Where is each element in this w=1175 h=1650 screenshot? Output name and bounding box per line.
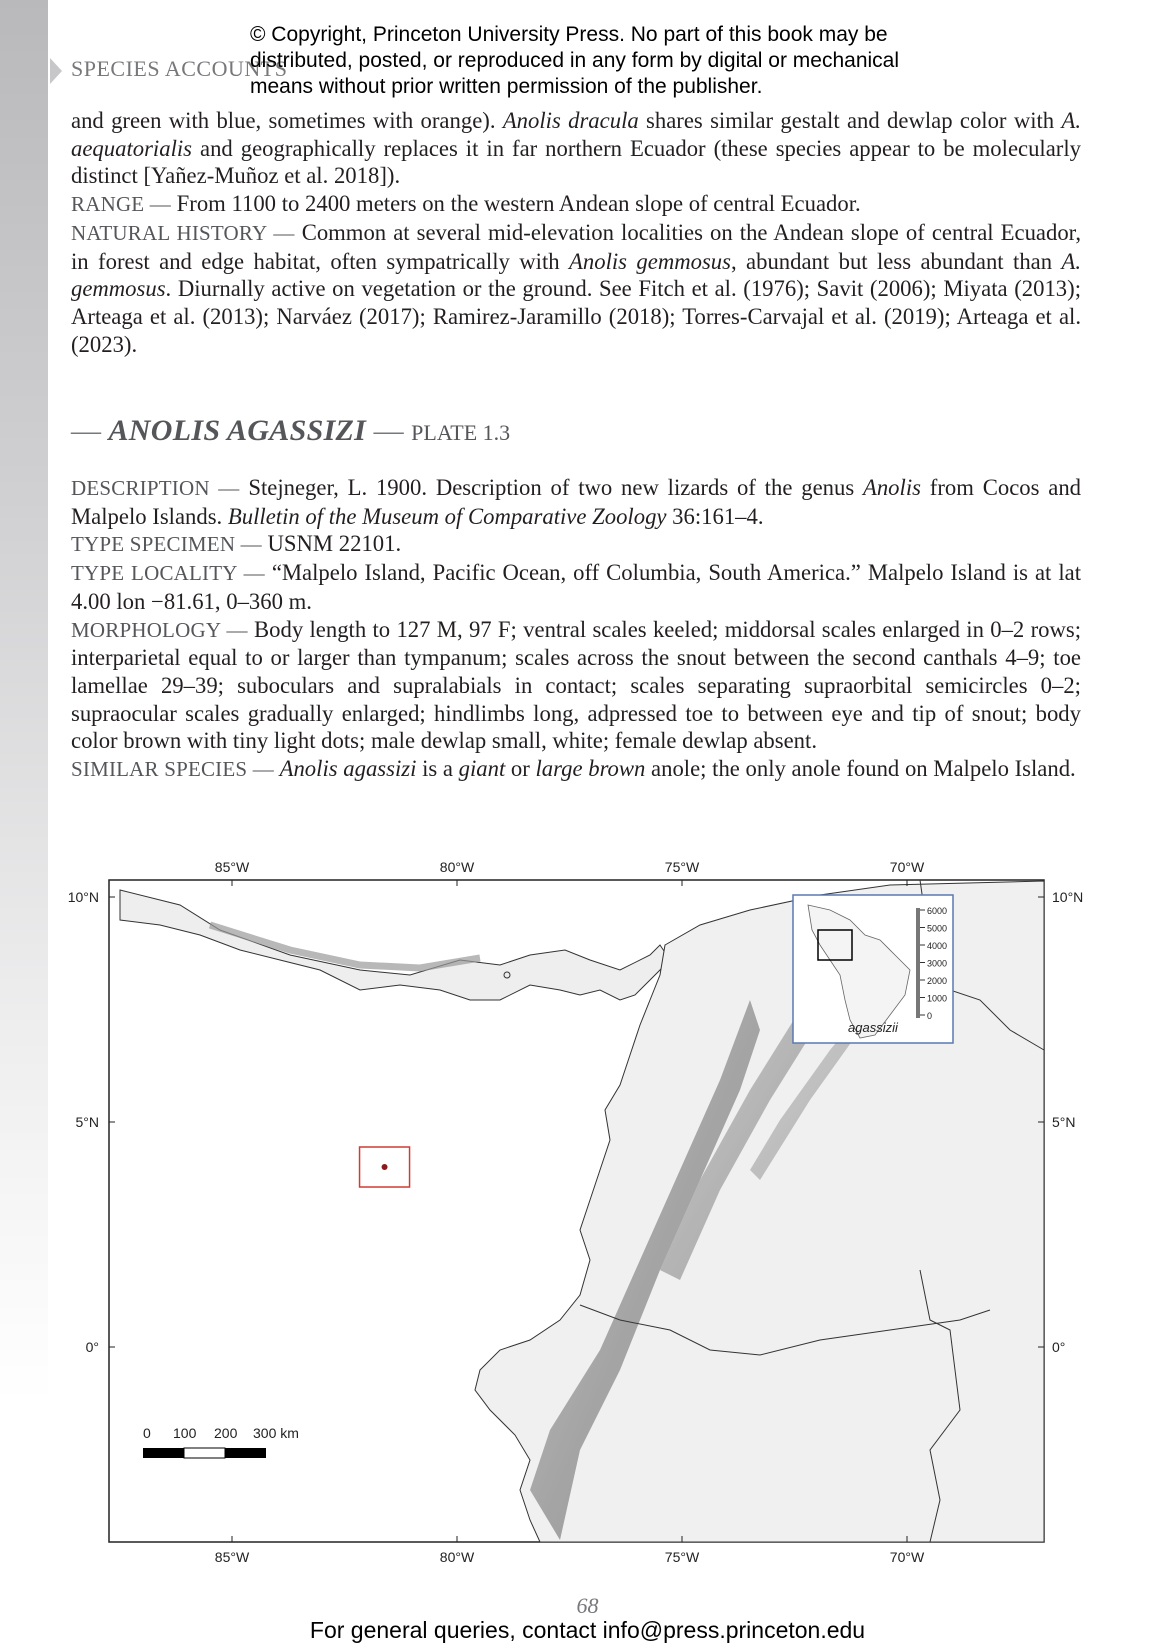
scale-label: 200 (214, 1425, 238, 1441)
running-head-arrow-icon (50, 58, 62, 84)
lon-tick-label-top: 80°W (439, 859, 475, 875)
species-title: ANOLIS AGASSIZI (108, 414, 367, 447)
copyright-notice (250, 22, 899, 100)
journal-title: Bulletin of the Museum of Comparative Zoology (227, 503, 667, 529)
lon-tick-label-bottom: 80°W (439, 1549, 475, 1565)
copyright-line: © Copyright, Princeton University Press. No part of this book may be (250, 23, 888, 46)
species-name: Anolis gemmosus (569, 248, 731, 274)
similar-species-paragraph (71, 755, 1081, 784)
text-run: and geographically replaces it in far northern Ecuador (these species appear to be molecularly distinct [Yañez-Muñoz et al. 2018]). (71, 135, 1081, 189)
natural-history-paragraph (71, 219, 1081, 359)
text-run: anole; the only anole found on Malpelo Island. (651, 756, 1076, 782)
distribution-map (60, 850, 1115, 1565)
heading-dash: — (373, 414, 404, 447)
section-label: RANGE — (71, 192, 171, 217)
lon-tick-label-top: 85°W (214, 859, 250, 875)
text-run: is a (422, 756, 453, 782)
section-label: NATURAL HISTORY — (71, 220, 295, 245)
scale-segment (225, 1448, 266, 1458)
section-label: DESCRIPTION — (71, 476, 240, 500)
running-head: SPECIES ACCOUNTS (71, 56, 288, 81)
lon-tick-label-bottom: 70°W (889, 1549, 925, 1565)
legend-label: 4000 (927, 941, 948, 951)
paragraph (71, 107, 1081, 190)
species-account-text (71, 474, 1081, 784)
page-number: 68 (576, 1593, 599, 1618)
text-run: 36:161–4. (672, 503, 764, 529)
species-name: A. aequatorialis (71, 108, 1082, 161)
species-name: A. gemmosus (71, 248, 1082, 302)
legend-label: 6000 (927, 906, 948, 916)
plate-reference: PLATE 1.3 (411, 420, 511, 445)
type-specimen-paragraph (71, 530, 1081, 559)
genus-name: Anolis (862, 475, 921, 500)
scale-label: 0 (143, 1425, 151, 1441)
morphology-paragraph (71, 616, 1081, 756)
text-run: Common at several mid-elevation localities on the Andean slope of central Ecuador, in forest and edge habitat, often sympatrically with (71, 219, 1082, 274)
section-label: TYPE SPECIMEN — (71, 532, 262, 557)
section-label: MORPHOLOGY — (71, 617, 248, 642)
inset-map (793, 895, 953, 1043)
legend-label: 1000 (927, 993, 948, 1004)
lon-tick-label-top: 75°W (664, 859, 700, 875)
lat-tick-label-right: 5°N (1052, 1114, 1076, 1130)
legend-label: 5000 (927, 923, 948, 934)
text-run: USNM 22101. (267, 531, 402, 557)
lon-tick-label-top: 70°W (889, 859, 925, 875)
lon-tick-label-bottom: 75°W (664, 1549, 700, 1565)
text-run: shares similar gestalt and dewlap color with (646, 108, 1055, 133)
description-paragraph (71, 474, 1081, 530)
text-run: . Diurnally active on vegetation or the ground. See Fitch et al. (1976); Savit (2006); Miyata (2013); Arteaga et al. (2013); Narváez (2017); Ramirez-Jaramillo (2018); Torres-Carvajal et al. (2019); Arteaga et al. (2023). (71, 276, 1081, 357)
legend-label: 3000 (927, 958, 948, 969)
species-heading (71, 414, 510, 448)
locality-dot (382, 1164, 388, 1170)
scale-label: 100 (173, 1425, 197, 1441)
lat-tick-label-left: 10°N (67, 889, 99, 905)
scale-segment (143, 1448, 184, 1458)
legend-label: 2000 (927, 976, 948, 986)
lat-tick-label-right: 10°N (1052, 889, 1084, 905)
copyright-line: means without prior written permission of the publisher. (250, 75, 763, 98)
text-run: or (510, 756, 530, 782)
range-paragraph (71, 190, 1081, 219)
map-svg (60, 850, 1115, 1565)
page-edge-strip (0, 0, 48, 1650)
text-run: “Malpelo Island, Pacific Ocean, off Columbia, South America.” Malpelo Island is at lat 4.00 lon −81.61, 0–360 m. (71, 560, 1081, 614)
species-name: Anolis dracula (502, 108, 639, 133)
section-label: TYPE LOCALITY — (71, 561, 265, 586)
copyright-line: distributed, posted, or reproduced in any form by digital or mechanical (250, 49, 900, 72)
species-name: Anolis agassizi (279, 756, 417, 782)
section-label: SIMILAR SPECIES — (71, 757, 274, 782)
type-locality-paragraph (71, 559, 1081, 615)
text-run: large brown (535, 756, 646, 782)
text-run: Stejneger, L. 1900. Description of two new lizards of the genus (248, 475, 855, 500)
lat-tick-label-left: 5°N (75, 1114, 99, 1130)
footer-contact: For general queries, contact info@press.princeton.edu (309, 1617, 866, 1643)
inset-label: agassizii (848, 1020, 898, 1035)
legend-label: 0 (927, 1011, 933, 1021)
text-run: Body length to 127 M, 97 F; ventral scales keeled; middorsal scales enlarged in 0–2 rows; interparietal equal to or larger than tympanum; scales across the snout between the second canthals 4–9; toe lamellae 29–39; suboculars and supralabials in contact; scales separating supraorbital semicircles 0–2; supraocular scales gradually enlarged; hindlimbs long, adpressed toe to between eye and tip of snout; body color brown with tiny light dots; male dewlap small, white; female dewlap absent. (71, 616, 1081, 754)
text-run: and green with blue, sometimes with orange). (71, 108, 496, 133)
previous-account-text (71, 107, 1081, 358)
legend-bar (916, 908, 920, 1018)
text-run: From 1100 to 2400 meters on the western Andean slope of central Ecuador. (176, 191, 861, 217)
text-run: giant (458, 756, 506, 782)
heading-dash: — (71, 414, 101, 447)
text-run: from Cocos and Malpelo Islands. (71, 475, 1082, 529)
lon-tick-label-bottom: 85°W (214, 1549, 250, 1565)
lat-tick-label-left: 0° (85, 1339, 99, 1355)
text-run: , abundant but less abundant than (730, 248, 1053, 274)
lat-tick-label-right: 0° (1052, 1339, 1066, 1355)
scale-segment (184, 1448, 225, 1458)
scale-label: 300 km (253, 1425, 299, 1441)
